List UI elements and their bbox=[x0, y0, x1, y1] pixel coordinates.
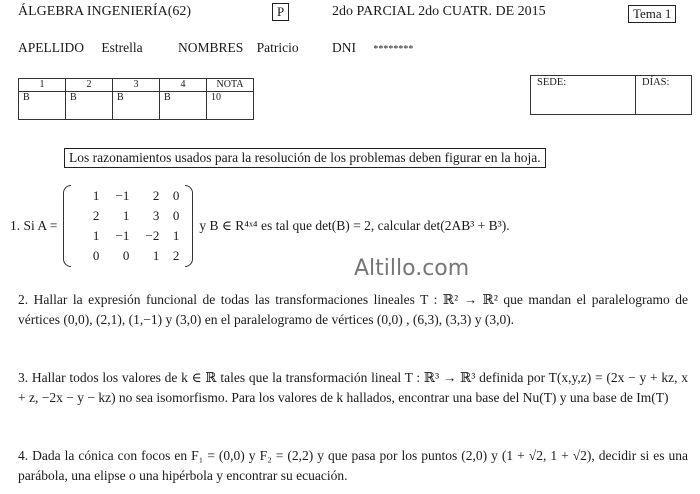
matrix-cell: 2 bbox=[152, 188, 160, 203]
sede-box bbox=[530, 75, 692, 115]
notice-box: Los razonamientos usados para la resolución de los problemas deben figurar en la hoja. bbox=[64, 148, 546, 168]
dias-label: DÍAS: bbox=[642, 77, 670, 88]
matrix-a bbox=[63, 185, 193, 267]
matrix-cell: 0 bbox=[92, 248, 100, 263]
grade-value: B bbox=[113, 92, 160, 120]
grade-value: B bbox=[19, 92, 66, 120]
matrix-cell: 1 bbox=[92, 228, 100, 243]
problem-4: 4. Dada la cónica con focos en F₁ = (0,0) y F₂ = (2,2) y que pasa por los puntos (2,0) y (1 + √2, 1 + √2), decidir si es una parábola, una elipse o una hipérbola y encontrar su ecuación. bbox=[18, 448, 688, 483]
grade-value: 10 bbox=[207, 92, 254, 120]
grade-value: B bbox=[66, 92, 113, 120]
problem-2: 2. Hallar la expresión funcional de todas las transformaciones lineales T : ℝ² → ℝ² que mandan el paralelogramo de vértices (0,0), (2,1), (1,−1) y (3,0) en el paralelogramo de vértices (0,0) , (6,3), (3,3) y (3,0). bbox=[18, 292, 688, 327]
matrix-cell: −1 bbox=[115, 228, 130, 243]
problem-3: 3. Hallar todos los valores de k ∈ ℝ tales que la transformación lineal T : ℝ³ → ℝ³ definida por T(x,y,z) = (2x − y + kz, x + z, −2x − y − kz) no sea isomorfismo. Para los valores de k hallados, encontrar una base del Nu(T) y una base de Im(T) bbox=[18, 370, 688, 405]
nombres-label: NOMBRES bbox=[177, 40, 244, 55]
matrix-cell: −2 bbox=[145, 228, 160, 243]
matrix-cell: 1 bbox=[122, 208, 130, 223]
p-box: P bbox=[272, 3, 289, 21]
apellido-value: Estrella bbox=[101, 40, 143, 55]
course-title: ÁLGEBRA INGENIERÍA(62) bbox=[18, 4, 192, 19]
nombres-value: Patricio bbox=[256, 40, 299, 55]
watermark: Altillo.com bbox=[354, 256, 470, 281]
problem-1-lead: 1. Si A = bbox=[10, 218, 58, 233]
grade-header: 1 bbox=[19, 79, 66, 92]
matrix-cell: −1 bbox=[115, 188, 130, 203]
matrix-cell: 0 bbox=[172, 188, 180, 203]
sede-label: SEDE: bbox=[531, 76, 636, 114]
apellido-label: APELLIDO bbox=[18, 40, 84, 55]
matrix-cell: 2 bbox=[172, 248, 180, 263]
grade-header: NOTA bbox=[207, 79, 254, 92]
matrix-grid bbox=[71, 185, 185, 267]
matrix-cell: 3 bbox=[152, 208, 160, 223]
problem-1 bbox=[10, 185, 510, 267]
grade-header: 2 bbox=[66, 79, 113, 92]
grade-value: B bbox=[160, 92, 207, 120]
matrix-cell: 0 bbox=[122, 248, 130, 263]
student-row bbox=[18, 40, 413, 56]
matrix-cell: 0 bbox=[172, 208, 180, 223]
tema-box: Tema 1 bbox=[628, 5, 676, 23]
dni-label: DNI bbox=[332, 40, 356, 55]
right-bracket bbox=[185, 185, 193, 267]
grade-header: 4 bbox=[160, 79, 207, 92]
matrix-cell: 1 bbox=[152, 248, 160, 263]
matrix-cell: 1 bbox=[172, 228, 180, 243]
matrix-cell: 1 bbox=[92, 188, 100, 203]
grades-table bbox=[18, 78, 254, 120]
left-bracket bbox=[63, 185, 71, 267]
exam-title: 2do PARCIAL 2do CUATR. DE 2015 bbox=[332, 4, 546, 19]
grade-header: 3 bbox=[113, 79, 160, 92]
problem-1-text: y B ∈ R⁴ˣ⁴ es tal que det(B) = 2, calcular det(2AB³ + B³). bbox=[199, 218, 510, 233]
dni-value: ******** bbox=[373, 44, 414, 55]
matrix-cell: 2 bbox=[92, 208, 100, 223]
